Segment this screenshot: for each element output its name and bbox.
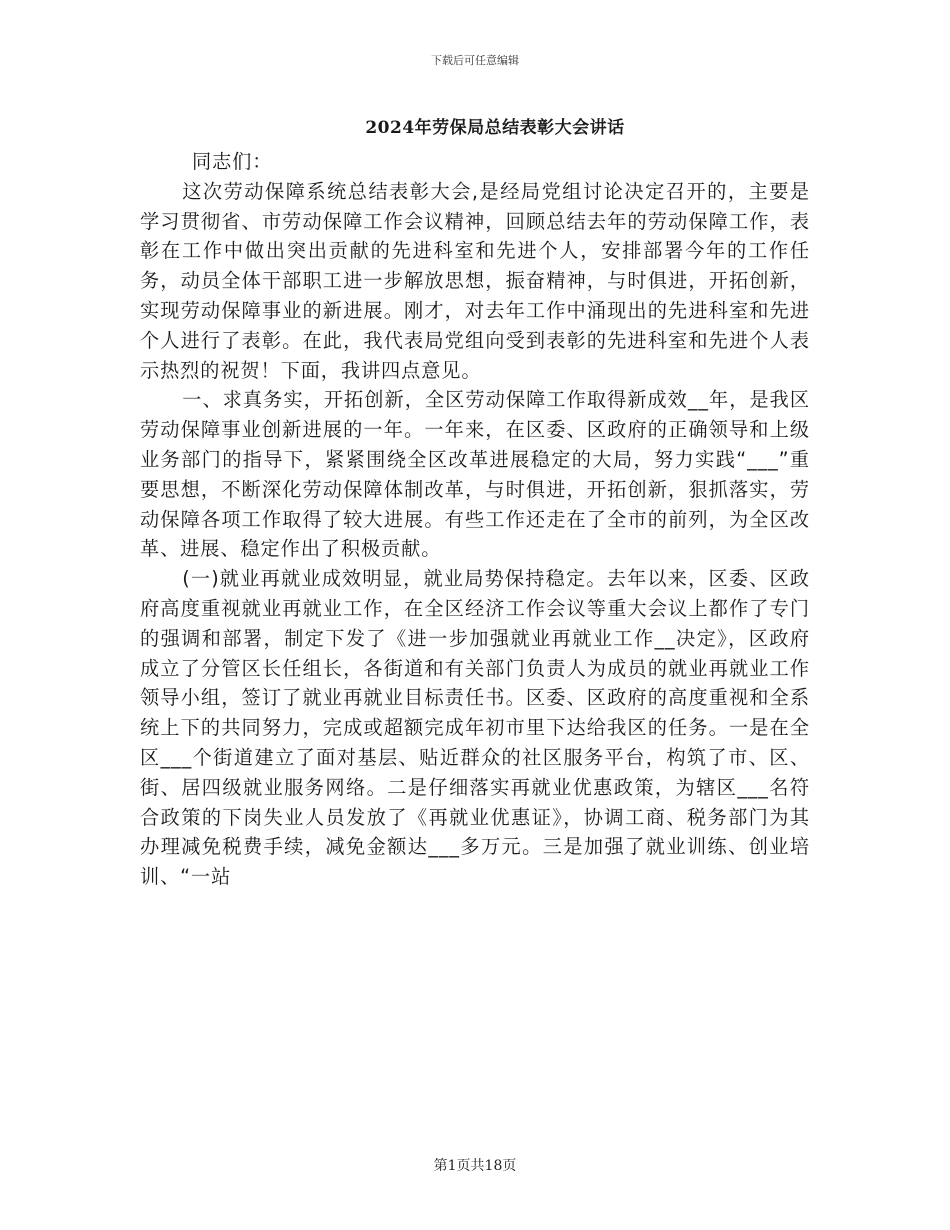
page-number-footer: 第1页共18页 <box>433 1158 517 1174</box>
paragraph-intro: 这次劳动保障系统总结表彰大会,是经局党组讨论决定召开的，主要是学习贯彻省、市劳动保障工作会议精神，回顾总结去年的劳动保障工作，表彰在工作中做出突出贡献的先进科室和先进个人，安排部署今年的工作任务，动员全体干部职工进一步解放思想，振奋精神，与时俱进，开拓创新，实现劳动保障事业的新进展。刚才，对去年工作中涌现出的先进科室和先进个人进行了表彰。在此，我代表局党组向受到表彰的先进科室和先进个人表示热烈的祝贺！下面，我讲四点意见。 <box>140 179 810 382</box>
document-body <box>140 147 810 892</box>
salutation: 同志们： <box>192 150 273 173</box>
document-title: 2024年劳保局总结表彰大会讲话 <box>365 118 625 138</box>
paragraph-section-one: 一、求真务实，开拓创新，全区劳动保障工作取得新成效__年，是我区劳动保障事业创新进展的一年。一年来，在区委、区政府的正确领导和上级业务部门的指导下，紧紧围绕全区改革进展稳定的大局，努力实践“___”重要思想，不断深化劳动保障体制改革，与时俱进，开拓创新，狠抓落实，劳动保障各项工作取得了较大进展。有些工作还走在了全市的前列，为全区改革、进展、稳定作出了积极贡献。 <box>140 388 810 561</box>
header-note: 下载后可任意编辑 <box>431 54 519 67</box>
paragraph-subsection-employment: (一)就业再就业成效明显，就业局势保持稳定。去年以来，区委、区政府高度重视就业再就业工作，在全区经济工作会议等重大会议上都作了专门的强调和部署，制定下发了《进一步加强就业再就业工作__决定》，区政府成立了分管区长任组长，各街道和有关部门负责人为成员的就业再就业工作领导小组，签订了就业再就业目标责任书。区委、区政府的高度重视和全系统上下的共同努力，完成或超额完成年初市里下达给我区的任务。一是在全区___个街道建立了面对基层、贴近群众的社区服务平台，构筑了市、区、街、居四级就业服务网络。二是仔细落实再就业优惠政策，为辖区___名符合政策的下岗失业人员发放了《再就业优惠证》，协调工商、税务部门为其办理减免税费手续，减免金额达___多万元。三是加强了就业训练、创业培训、“一站 <box>140 567 810 889</box>
